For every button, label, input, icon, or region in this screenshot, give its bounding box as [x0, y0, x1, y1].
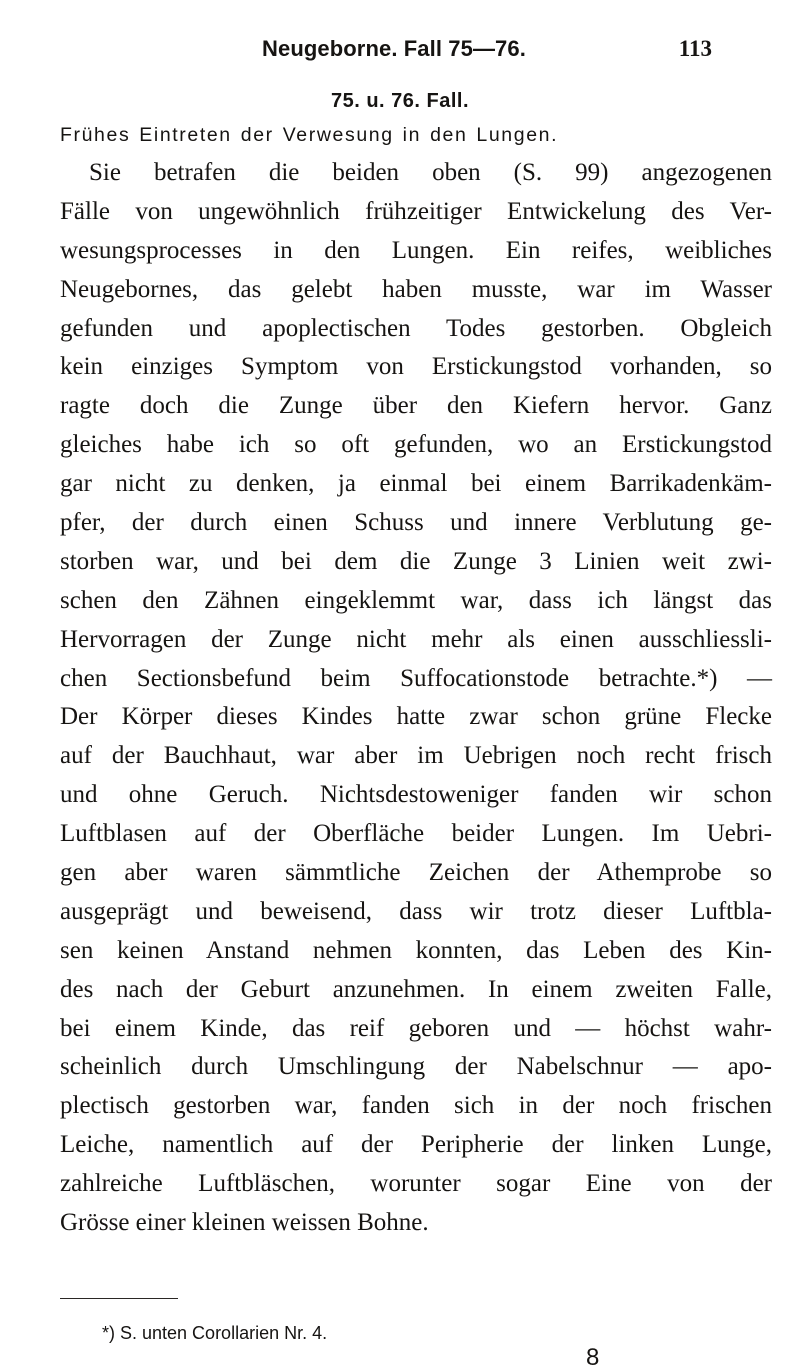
body-line: storben war, und bei dem die Zunge 3 Linien weit zwi-: [60, 547, 772, 575]
body-paragraph: [60, 154, 772, 1243]
body-line: Grösse einer kleinen weissen Bohne.: [60, 1209, 429, 1237]
body-line: auf der Bauchhaut, war aber im Uebrigen noch recht frisch: [60, 742, 772, 770]
body-line: Neugebornes, das gelebt haben musste, war im Wasser: [60, 275, 772, 303]
body-line: Sie betrafen die beiden oben (S. 99) angezogenen: [89, 159, 772, 186]
body-line: bei einem Kinde, das reif geboren und — höchst wahr-: [60, 1014, 772, 1042]
body-line: und ohne Geruch. Nichtsdestoweniger fanden wir schon: [60, 781, 772, 809]
body-line: Der Körper dieses Kindes hatte zwar schon grüne Flecke: [60, 703, 772, 731]
body-line: gar nicht zu denken, ja einmal bei einem Barrikadenkäm-: [60, 470, 772, 498]
body-line: gefunden und apoplectischen Todes gestorben. Obgleich: [60, 314, 772, 342]
body-line: Fälle von ungewöhnlich frühzeitiger Entwickelung des Ver-: [60, 197, 772, 225]
body-line: gen aber waren sämmtliche Zeichen der Athemprobe so: [60, 859, 772, 887]
footnote-divider: [60, 1298, 178, 1299]
body-line: scheinlich durch Umschlingung der Nabelschnur — apo-: [60, 1053, 772, 1081]
body-line: ragte doch die Zunge über den Kiefern hervor. Ganz: [60, 392, 772, 420]
section-subtitle: Frühes Eintreten der Verwesung in den Lungen.: [60, 124, 559, 146]
body-line: pfer, der durch einen Schuss und innere Verblutung ge-: [60, 509, 772, 537]
body-line: des nach der Geburt anzunehmen. In einem zweiten Falle,: [60, 975, 772, 1003]
body-line: Hervorragen der Zunge nicht mehr als einen ausschliessli-: [60, 625, 772, 653]
body-line: gleiches habe ich so oft gefunden, wo an Erstickungstod: [60, 431, 772, 459]
page-number: 113: [678, 36, 712, 61]
body-line: Leiche, namentlich auf der Peripherie der linken Lunge,: [60, 1131, 772, 1159]
body-line: chen Sectionsbefund beim Suffocationstode betrachte.*) —: [60, 664, 772, 692]
running-head: [262, 36, 712, 66]
body-line: kein einziges Symptom von Erstickungstod vorhanden, so: [60, 353, 772, 381]
body-line: ausgeprägt und beweisend, dass wir trotz dieser Luftbla-: [60, 897, 772, 925]
body-line: Luftblasen auf der Oberfläche beider Lungen. Im Uebri-: [60, 820, 772, 848]
footnote: *) S. unten Corollarien Nr. 4.: [102, 1323, 328, 1343]
body-line: schen den Zähnen eingeklemmt war, dass ich längst das: [60, 586, 772, 614]
body-line: plectisch gestorben war, fanden sich in der noch frischen: [60, 1092, 772, 1120]
section-heading: 75. u. 76. Fall.: [330, 90, 470, 112]
signature-mark: 8: [586, 1344, 600, 1371]
body-line: sen keinen Anstand nehmen konnten, das Leben des Kin-: [60, 936, 772, 964]
body-line: wesungsprocesses in den Lungen. Ein reifes, weibliches: [60, 236, 772, 264]
body-line: zahlreiche Luftbläschen, worunter sogar Eine von der: [60, 1170, 772, 1198]
running-title: Neugeborne. Fall 75—76.: [262, 36, 526, 61]
